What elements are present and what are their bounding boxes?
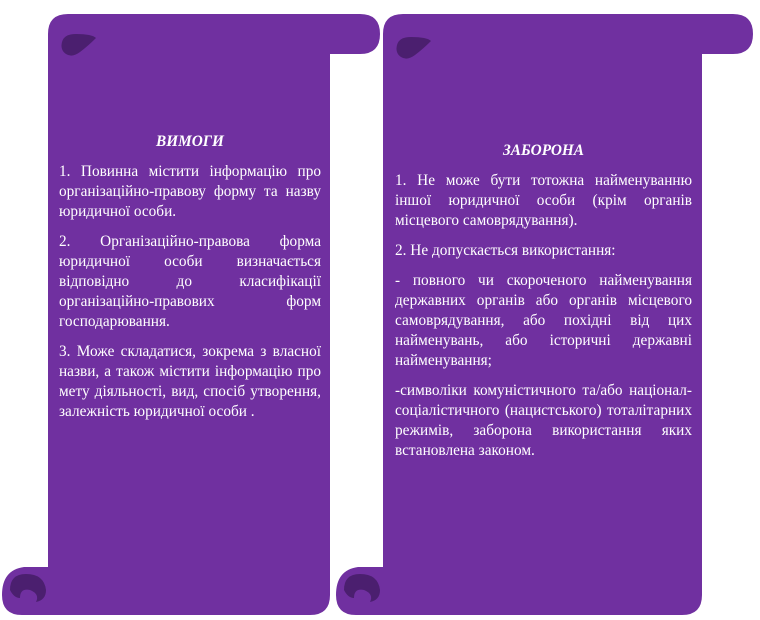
prohibition-item-1: 1. Не може бути тотожна найменуванню іншої юридичної особи (крім органів місцевого самоврядування). (395, 172, 692, 229)
requirement-item-2: 2. Організаційно-правова форма юридичної особи визначається відповідно до класифікації організаційно-правових форм господарювання. (59, 233, 321, 330)
prohibition-panel (395, 141, 692, 471)
requirement-item-1: 1. Повинна містити інформацію про організаційно-правову форму та назву юридичної особи. (59, 163, 321, 220)
prohibition-item-4: -символіки комуністичного та/або націонал-соціалістичного (нацистського) тоталітарних режимів, заборона використання яких встановлена законом. (395, 382, 692, 459)
requirements-title: ВИМОГИ (156, 133, 224, 150)
requirements-panel (59, 132, 321, 432)
prohibition-title: ЗАБОРОНА (502, 142, 585, 159)
prohibition-item-3: - повного чи скороченого найменування державних органів або органів місцевого самоврядування, або похідні від цих найменувань, або історичні державні найменування; (395, 272, 692, 369)
prohibition-item-2: 2. Не допускається використання: (395, 242, 616, 259)
requirement-item-3: 3. Може складатися, зокрема з власної назви, а також містити інформацію про мету діяльності, вид, спосіб утворення, залежність юридичної особи . (59, 343, 321, 420)
